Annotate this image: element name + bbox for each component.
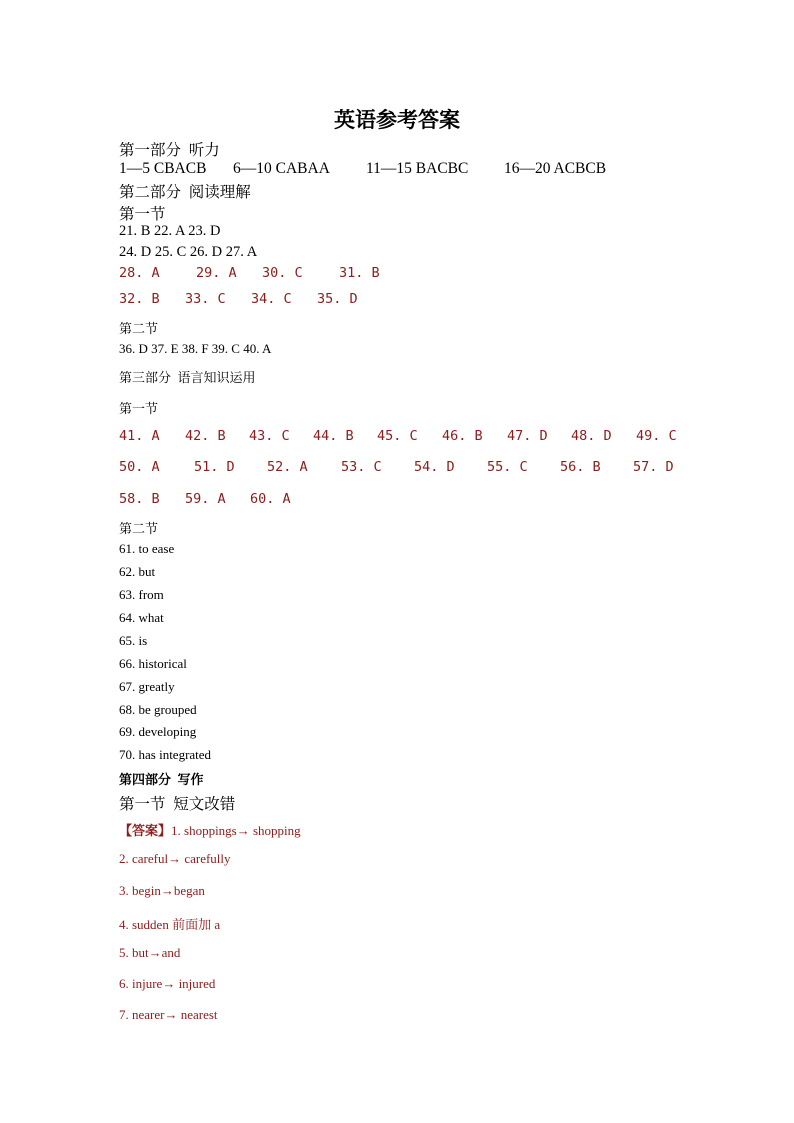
answer-item: 57. D [633,459,674,475]
answer-item: 48. D [571,428,612,444]
answer-item: 59. A [185,491,226,507]
answer-item: 29. A [196,265,237,281]
fill-in-item: 62. but [119,564,156,579]
part3-sec1-heading: 第一节 [119,401,159,416]
part2-sec2-line: 36. D 37. E 38. F 39. C 40. A [119,341,272,356]
answer-item: 35. D [317,291,358,307]
correction-item: 4. sudden 前面加 a [119,917,221,932]
answer-item: 52. A [267,459,308,475]
part3-sec2-heading: 第二节 [119,521,159,536]
answer-item: 49. C [636,428,677,444]
correction-item: 2. careful→ carefully [119,851,231,866]
correction-item: 3. begin→began [119,883,205,898]
fill-in-item: 67. greatly [119,679,175,694]
answer-item: 46. B [442,428,483,444]
part2-heading: 第二部分 阅读理解 [119,184,251,201]
answer-item: 41. A [119,428,160,444]
part1-answer-group: 11—15 BACBC [366,160,469,177]
fill-in-item: 65. is [119,633,148,648]
correction-item-first [119,820,301,839]
correction-item: 5. but→and [119,945,181,960]
part2-sec1-line1: 21. B 22. A 23. D [119,223,221,239]
part1-answer-group: 6—10 CABAA [233,160,330,177]
answer-item: 53. C [341,459,382,475]
fill-in-item: 64. what [119,610,164,625]
fill-in-item: 68. be grouped [119,702,197,717]
answer-item: 55. C [487,459,528,475]
answer-item: 56. B [560,459,601,475]
answer-label: 【答案】 [119,823,172,838]
answer-item: 58. B [119,491,160,507]
page-title: 英语参考答案 [334,108,460,132]
fill-in-item: 63. from [119,587,164,602]
part4-heading: 第四部分 写作 [119,772,204,787]
answer-item: 43. C [249,428,290,444]
answer-item: 51. D [194,459,235,475]
fill-in-item: 69. developing [119,724,197,739]
correction-item: 7. nearer→ nearest [119,1007,218,1022]
fill-in-item: 66. historical [119,656,187,671]
part2-sec2-heading: 第二节 [119,321,159,336]
answer-item: 34. C [251,291,292,307]
answer-item: 32. B [119,291,160,307]
fill-in-item: 70. has integrated [119,747,212,762]
answer-item: 30. C [262,265,303,281]
answer-item: 54. D [414,459,455,475]
answer-item: 50. A [119,459,160,475]
answer-item: 28. A [119,265,160,281]
answer-item: 45. C [377,428,418,444]
part4-sec1-heading: 第一节 短文改错 [119,796,236,813]
part3-heading: 第三部分 语言知识运用 [119,370,256,385]
part1-answer-group: 1—5 CBACB [119,160,207,177]
correction-item: 6. injure→ injured [119,976,216,991]
fill-in-item: 61. to ease [119,541,175,556]
part1-answer-group: 16—20 ACBCB [504,160,607,177]
answer-item: 31. B [339,265,380,281]
answer-item: 44. B [313,428,354,444]
answer-item: 42. B [185,428,226,444]
part1-heading: 第一部分 听力 [119,142,220,159]
answer-item: 60. A [250,491,291,507]
correction-text: 1. shoppings→ shopping [171,823,301,838]
answer-item: 33. C [185,291,226,307]
part2-sec1-line2: 24. D 25. C 26. D 27. A [119,244,258,260]
part2-sec1-heading: 第一节 [119,206,166,223]
answer-item: 47. D [507,428,548,444]
